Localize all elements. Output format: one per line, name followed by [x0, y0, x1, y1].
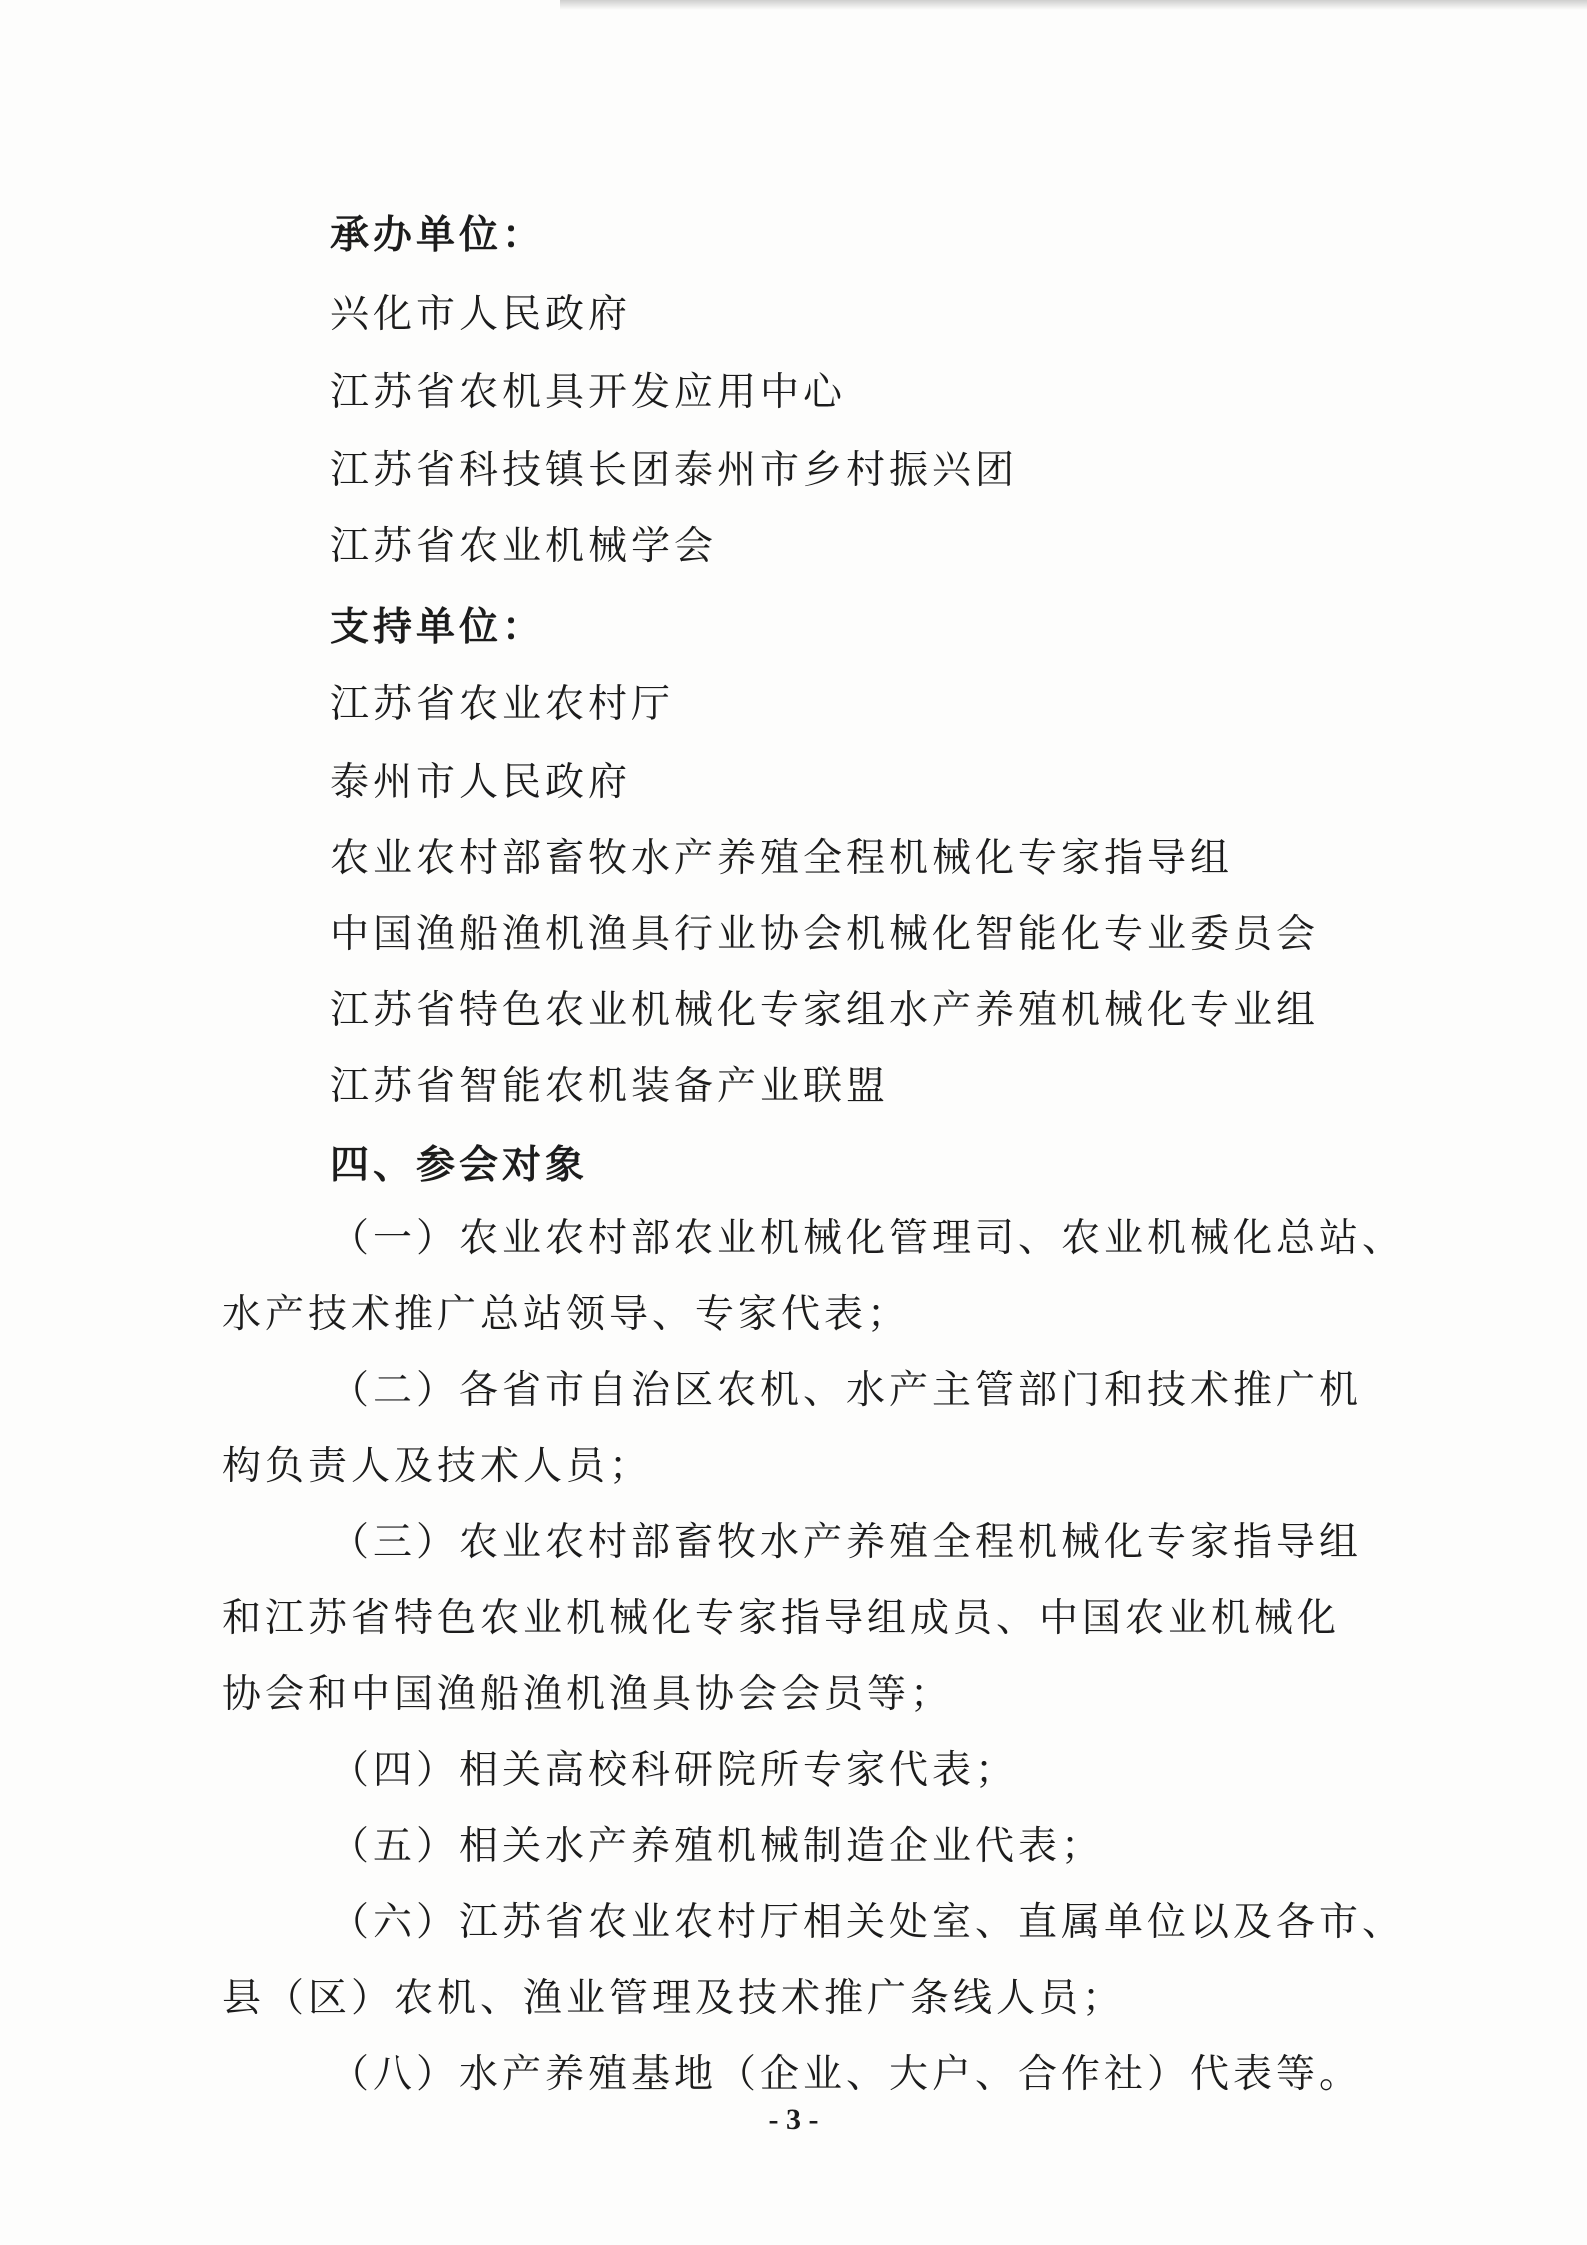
supporter-item: 泰州市人民政府	[330, 760, 632, 805]
supporter-item: 江苏省特色农业机械化专家组水产养殖机械化专业组	[330, 988, 1320, 1033]
supporter-item: 农业农村部畜牧水产养殖全程机械化专家指导组	[330, 836, 1234, 881]
paragraph-line: （四）相关高校科研院所专家代表；	[330, 1748, 1019, 1793]
paragraph-line: 县（区）农机、渔业管理及技术推广条线人员；	[222, 1976, 1126, 2021]
section-heading: 四、参会对象	[330, 1142, 589, 1188]
paragraph-line: 构负责人及技术人员；	[222, 1444, 653, 1489]
paragraph-line: （一）农业农村部农业机械化管理司、农业机械化总站、	[330, 1216, 1406, 1261]
paragraph-line: 水产技术推广总站领导、专家代表；	[222, 1292, 911, 1337]
organizers-heading: 承办单位：	[330, 212, 546, 258]
organizer-item: 江苏省农机具开发应用中心	[330, 370, 847, 415]
paragraph-line: 和江苏省特色农业机械化专家指导组成员、中国农业机械化	[222, 1596, 1341, 1641]
organizer-item: 兴化市人民政府	[330, 292, 632, 337]
supporter-item: 中国渔船渔机渔具行业协会机械化智能化专业委员会	[330, 912, 1320, 957]
supporters-heading: 支持单位：	[330, 604, 546, 650]
paragraph-line: 协会和中国渔船渔机渔具协会会员等；	[222, 1672, 954, 1717]
scan-shadow	[560, 0, 1587, 10]
page-number: - 3 -	[768, 2103, 819, 2136]
paragraph-line: （二）各省市自治区农机、水产主管部门和技术推广机	[330, 1368, 1363, 1413]
organizer-item: 江苏省科技镇长团泰州市乡村振兴团	[330, 448, 1019, 493]
paragraph-line: （六）江苏省农业农村厅相关处室、直属单位以及各市、	[330, 1900, 1406, 1945]
paragraph-line: （五）相关水产养殖机械制造企业代表；	[330, 1824, 1105, 1869]
supporter-item: 江苏省农业农村厅	[330, 682, 675, 727]
paragraph-line: （三）农业农村部畜牧水产养殖全程机械化专家指导组	[330, 1520, 1363, 1565]
paragraph-line: （八）水产养殖基地（企业、大户、合作社）代表等。	[330, 2052, 1363, 2097]
organizer-item: 江苏省农业机械学会	[330, 524, 718, 569]
supporter-item: 江苏省智能农机装备产业联盟	[330, 1064, 890, 1109]
